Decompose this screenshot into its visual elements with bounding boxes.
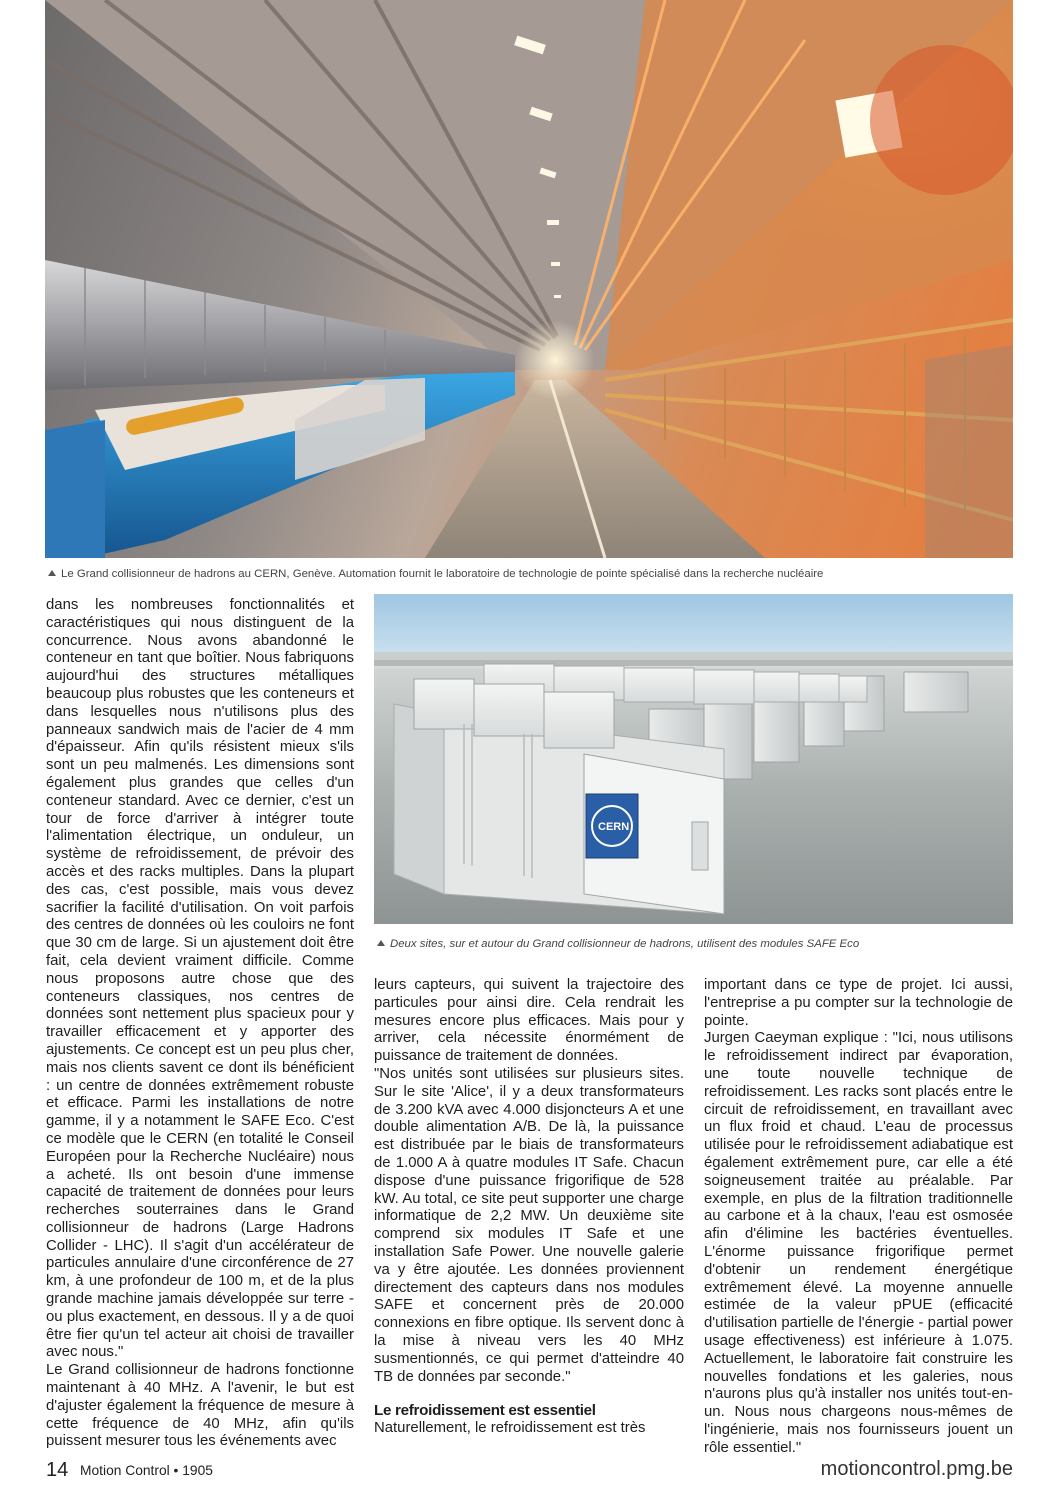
cern-logo-text: CERN — [598, 821, 630, 833]
caption-text: Deux sites, sur et autour du Grand collisionneur de hadrons, utilisent des modules SAFE Eco — [390, 938, 860, 950]
website-link[interactable]: motioncontrol.pmg.be — [820, 1458, 1013, 1480]
section-subheading: Le refroidissement est essentiel — [374, 1402, 596, 1420]
caption-arrow-icon — [377, 940, 385, 946]
safe-eco-modules-illustration — [374, 594, 1013, 924]
paragraph: dans les nombreuses fonctionnalités et caractéristiques qui nous distinguent de la concurrence. Nous avons abandonné le conteneur en tant que boîtier. Nous fabriquons aujourd'hui des structures métalliques beaucoup plus robustes que les conteneurs et dans lesquelles nous n'utilisons plus des panneaux sandwich mais de l'acier de 4 mm d'épaisseur. Afin qu'ils résistent mieux s'ils sont un peu malmenés. Les dimensions sont également plus grandes que celles d'un conteneur standard. Avec ce dernier, c'est un tour de force d'arriver à intégrer toute l'alimentation électrique, un onduleur, un système de refroidissement, de prévoir des accès et des racks multiples. Dans la plupart des cas, c'est possible, mais vous devez sacrifier la facilité d'utilisation. On voit parfois des centres de données où les couloirs ne font que 30 cm de large. Si un ajustement doit être fait, cela devient vraiment difficile. Comme nous proposons autre chose que des conteneurs classiques, nos centres de données sont nettement plus spacieux pour y travailler efficacement et y apporter des ajustements. Ce concept est un peu plus cher, mais nos clients savent ce dont ils bénéficient : un centre de données extrêmement robuste et efficace. Parmi les installations de notre gamme, il y a notamment le SAFE Eco. C'est ce modèle que le CERN (en totalité le Conseil Européen pour la Recherche Nucléaire) nous a acheté. Ils ont besoin d'une immense capacité de traitement de données pour leurs recherches souterraines dans le Grand collisionneur de hadrons (Large Hadrons Collider - LHC). Il s'agit d'un accélérateur de particules annulaire d'une circonférence de 27 km, à une profondeur de 100 m, et de la plus grande machine jamais développée sur terre - ou plus exactement, en dessous. Il y a de quoi être fier qu'un tel acteur ait choisi de travailler avec nous." — [46, 597, 354, 1361]
lhc-tunnel-photo — [45, 0, 1013, 558]
article-column-3 — [704, 977, 1013, 1458]
lhc-tunnel-illustration — [45, 0, 1013, 558]
paragraph: "Nos unités sont utilisées sur plusieurs sites. Sur le site 'Alice', il y a deux transformateurs de 3.200 kVA avec 4.000 disjoncteurs A et une double alimentation A/B. De là, la puissance est distribuée par le biais de transformateurs de 1.000 A à quatre modules IT Safe. Chacun dispose d'une puissance frigorifique de 528 kW. Au total, ce site peut supporter une charge informatique de 2,2 MW. Un deuxième site comprend six modules IT Safe et une installation Safe Power. Une nouvelle galerie va y être ajoutée. Les données proviennent directement des capteurs dans nos modules SAFE et concernent près de 20.000 connexions en fibre optique. Ils servent donc à la mise à niveau vers les 40 MHz susmentionnés, ce qui permet d'atteindre 40 TB de données par seconde." — [374, 1065, 684, 1385]
paragraph: Le Grand collisionneur de hadrons fonctionne maintenant à 40 MHz. A l'avenir, le but est d'ajuster également la fréquence de mesure à cette fréquence de 40 MHz, afin qu'ils puissent mesurer tous les événements avec — [46, 1362, 354, 1450]
paragraph: leurs capteurs, qui suivent la trajectoire des particules pour ainsi dire. Cela rendrait les mesures encore plus efficaces. Mais pour y arriver, cela nécessite énormément de puissance de traitement de données. — [374, 977, 684, 1065]
article-column-1 — [46, 597, 354, 1451]
mid-photo-caption — [377, 937, 859, 951]
paragraph: important dans ce type de projet. Ici aussi, l'entreprise a pu compter sur la technologie de pointe. — [704, 977, 1013, 1029]
magazine-issue: Motion Control • 1905 — [80, 1463, 213, 1478]
paragraph: Naturellement, le refroidissement est très — [374, 1420, 646, 1437]
page-number: 14 — [46, 1459, 69, 1481]
safe-eco-modules-photo — [374, 594, 1013, 924]
caption-text: Le Grand collisionneur de hadrons au CERN, Genève. Automation fournit le laboratoire de technologie de pointe spécialisé dans la recherche nucléaire — [61, 568, 824, 580]
article-column-2 — [374, 977, 684, 1438]
caption-arrow-icon — [48, 570, 56, 576]
paragraph: Jurgen Caeyman explique : "Ici, nous utilisons le refroidissement indirect par évaporation, une toute nouvelle technique de refroidissement. Les racks sont placés entre le circuit de refroidissement, en travaillant avec un flux froid et chaud. L'eau de processus utilisée pour le refroidissement adiabatique est également extrêmement pure, car elle a été soigneusement traitée au préalable. Par exemple, en plus de la filtration traditionnelle au carbone et à la chaux, l'eau est osmosée afin d'élimine les bactéries éventuelles. L'énorme puissance frigorifique permet d'obtenir un rendement énergétique extrêmement élevé. La moyenne annuelle estimée de la valeur pPUE (efficacité d'utilisation partielle de l'énergie - partial power usage effectiveness) est inférieure à 1.075. Actuellement, le laboratoire fait construire les nouvelles fondations et les galeries, nous n'aurons plus qu'à installer nos unités tout-en-un. Nous nous chargeons nous-mêmes de l'ingénierie, mais nos fournisseurs jouent un rôle essentiel." — [704, 1030, 1013, 1456]
top-photo-caption — [48, 567, 823, 581]
